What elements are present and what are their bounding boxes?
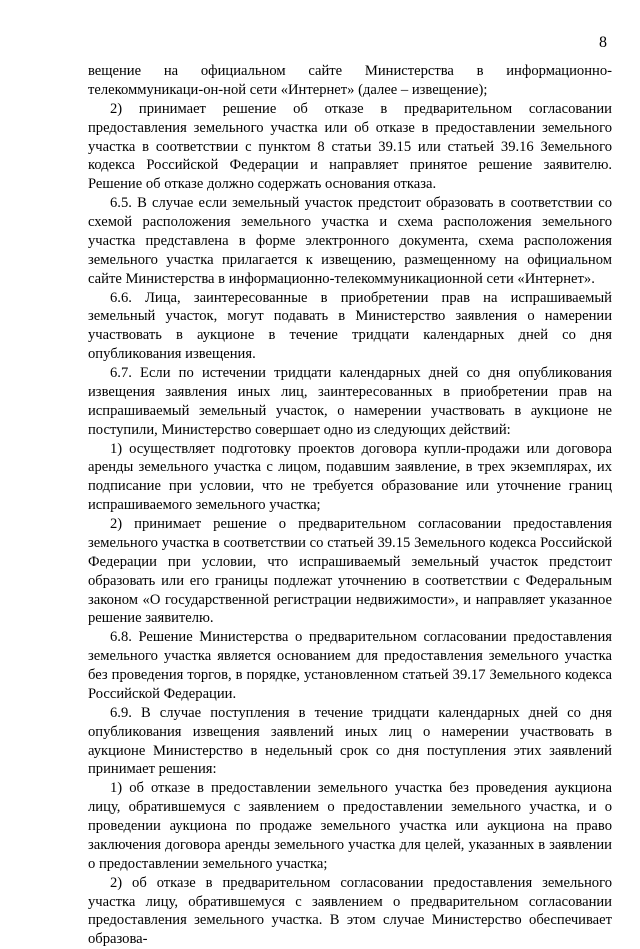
paragraph-6-8: 6.8. Решение Министерства о предварительном согласовании предоставления земельного участка является основанием для предоставления земельного участка без проведения торгов, в порядке, установленном статьей 39.17 Земельного кодекса Российской Федерации. (88, 629, 612, 702)
paragraph-6-9-item-1: 1) об отказе в предоставлении земельного участка без проведения аукциона лицу, обратившемуся с заявлением о предоставлении земельного участка, и о проведении аукциона по продаже земельного участка или аукциона на право заключения договора аренды земельного участка для целей, указанных в заявлении о предоставлении земельного участка; (88, 780, 612, 872)
paragraph-item-2-refusal: 2) принимает решение об отказе в предварительном согласовании предоставления земельного участка или об отказе в предоставлении земельного участка в соответствии с пунктом 8 статьи 39.15 или статьей 39.16 Земельного кодекса Российской Федерации и направляет принятое решение заявителю. Решение об отказе должно содержать основания отказа. (88, 100, 612, 193)
document-body (88, 62, 612, 949)
paragraph-6-9-item-2: 2) об отказе в предварительном согласовании предоставления земельного участка лицу, обратившемуся с заявлением о предварительном согласовании предоставления земельного участка. В этом случае Министерство обеспечивает образова- (88, 874, 612, 948)
paragraph-6-5: 6.5. В случае если земельный участок предстоит образовать в соответствии со схемой расположения земельного участка и схема расположения земельного участка представлена в форме электронного документа, схема расположения земельного участка прилагается к извещению, размещенному на официальном сайте Министерства в информационно-телекоммуникационной сети «Интернет». (88, 195, 612, 287)
paragraph-6-7-item-1: 1) осуществляет подготовку проектов договора купли-продажи или договора аренды земельного участка с лицом, подавшим заявление, в трех экземплярах, их подписание при условии, что не требуется образование или уточнение границ испрашиваемого земельного участка; (88, 440, 612, 514)
page-number: 8 (599, 34, 607, 51)
paragraph-6-7: 6.7. Если по истечении тридцати календарных дней со дня опубликования извещения заявления иных лиц, заинтересованных в приобретении прав на испрашиваемый земельный участок, о намерении участвовать в аукционе не поступили, Министерство совершает одно из следующих действий: (88, 365, 612, 438)
paragraph-6-7-item-2: 2) принимает решение о предварительном согласовании предоставления земельного участка в соответствии со статьей 39.15 Земельного кодекса Российской Федерации при условии, что испрашиваемый земельный участок предстоит образовать или его границы подлежат уточнению в соответствии с Федеральным законом «О государственной регистрации недвижимости», и направляет указанное решение заявителю. (88, 516, 612, 627)
paragraph-continuation: вещение на официальном сайте Министерства в информационно-телекоммуникаци-он-ной сети «Интернет» (далее – извещение); (88, 63, 612, 98)
paragraph-6-6: 6.6. Лица, заинтересованные в приобретении прав на испрашиваемый земельный участок, могут подавать в Министерство заявления о намерении участвовать в аукционе в течение тридцати календарных дней со дня опубликования извещения. (88, 289, 612, 363)
paragraph-6-9: 6.9. В случае поступления в течение тридцати календарных дней со дня опубликования извещения заявлений иных лиц о намерении участвовать в аукционе Министерство в недельный срок со дня поступления этих заявлений принимает решения: (88, 704, 612, 778)
